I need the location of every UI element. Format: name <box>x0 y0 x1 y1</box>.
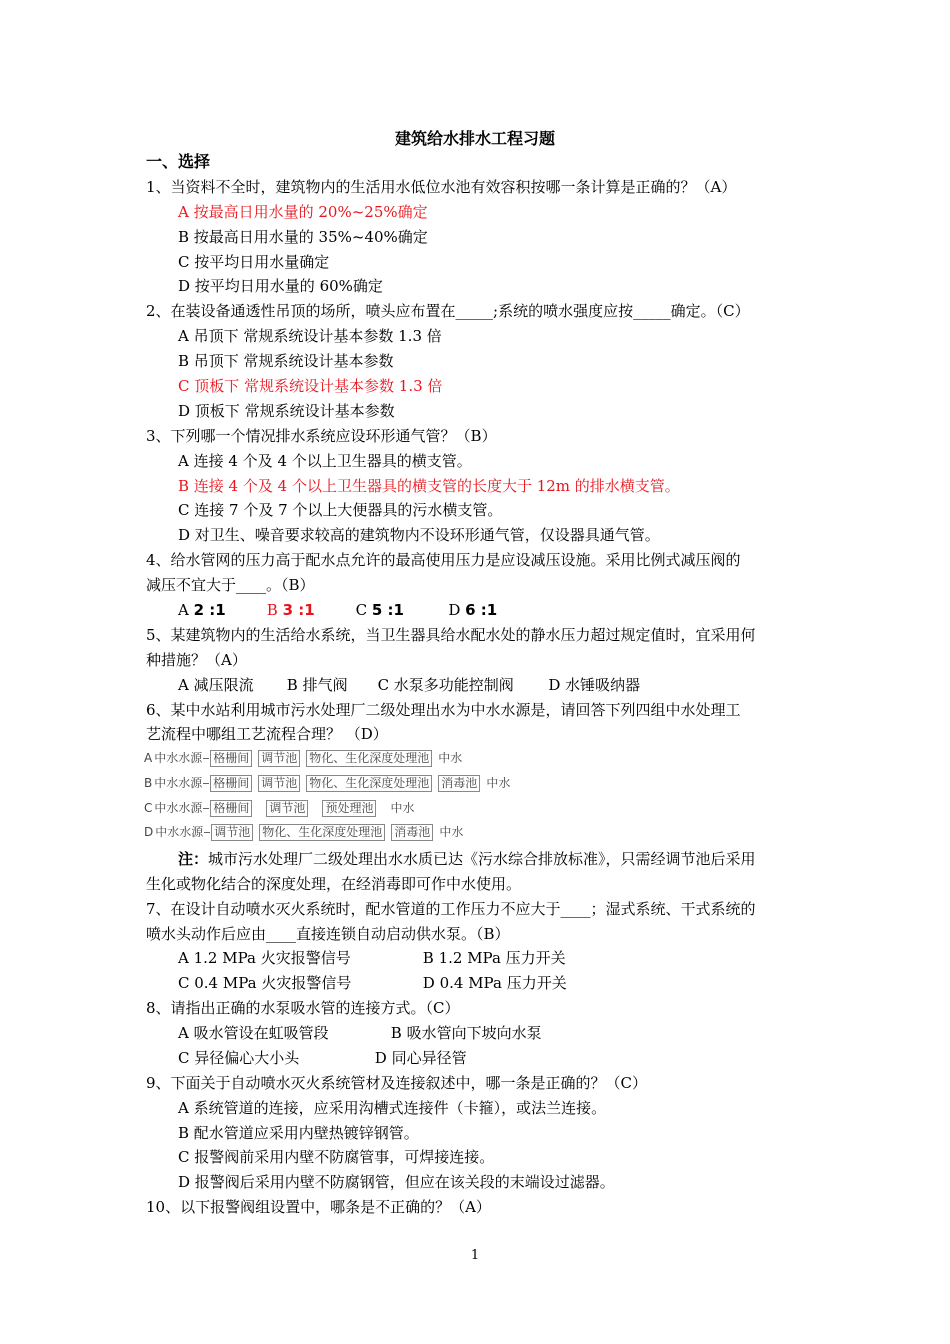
question-8-option-a: A 吸水管设在虹吸管段 <box>178 1024 329 1042</box>
question-6-stem-line2: 艺流程中哪组工艺流程合理？ （D） <box>146 725 388 743</box>
question-4-options <box>178 600 497 620</box>
flow-option-b: B 中水水源 格栅间 调节池 物化、生化深度处理池 消毒池 中水 <box>144 776 511 790</box>
flow-option-d: D 中水水源 调节池 物化、生化深度处理池 消毒池 中水 <box>144 825 464 839</box>
question-2-option-c: C 顶板下 常规系统设计基本参数 1.3 倍 <box>178 377 443 395</box>
question-4-stem-line1: 4、给水管网的压力高于配水点允许的最高使用压力是应设减压设施。采用比例式减压阀的 <box>146 551 741 569</box>
question-4-option-a: A 2 :1 <box>178 601 226 619</box>
question-8-option-d: D 同心异径管 <box>374 1049 467 1067</box>
question-9-option-d: D 报警阀后采用内壁不防腐钢管，但应在该关段的末端设过滤器。 <box>178 1173 615 1191</box>
flow-option-a: A 中水水源 格栅间 调节池 物化、生化深度处理池 中水 <box>144 751 463 765</box>
question-7-stem-line2: 喷水头动作后应由____直接连锁自动启动供水泵。（B） <box>146 925 510 943</box>
question-8-option-c: C 异径偏心大小头 <box>178 1049 300 1067</box>
question-4-option-c: C 5 :1 <box>355 601 404 619</box>
question-7-option-c: C 0.4 MPa 火灾报警信号 <box>178 974 352 992</box>
question-2-option-b: B 吊顶下 常规系统设计基本参数 <box>178 352 394 370</box>
question-10-stem: 10、以下报警阀组设置中，哪条是不正确的？（A） <box>146 1198 491 1216</box>
question-9-stem: 9、下面关于自动喷水灭火系统管材及连接叙述中，哪一条是正确的？（C） <box>146 1074 648 1092</box>
question-9-option-a: A 系统管道的连接，应采用沟槽式连接件（卡箍），或法兰连接。 <box>178 1099 607 1117</box>
question-2-option-d: D 顶板下 常规系统设计基本参数 <box>178 402 395 420</box>
question-6-stem-line1: 6、某中水站利用城市污水处理厂二级处理出水为中水水源是，请回答下列四组中水处理工 <box>146 701 741 719</box>
question-8-option-b: B 吸水管向下坡向水泵 <box>390 1024 542 1042</box>
question-5-options <box>178 675 640 695</box>
question-7-options-row2 <box>178 973 567 993</box>
question-5-stem-line1: 5、某建筑物内的生活给水系统，当卫生器具给水配水处的静水压力超过规定值时，宜采用何 <box>146 626 756 644</box>
question-5-option-d: D 水锤吸纳器 <box>548 676 641 694</box>
question-5-option-c: C 水泵多功能控制阀 <box>377 676 514 694</box>
page-number: 1 <box>470 1248 480 1263</box>
question-6-note-line2: 生化或物化结合的深度处理，在经消毒即可作中水使用。 <box>146 875 522 893</box>
question-3-stem: 3、下列哪一个情况排水系统应设环形通气管？（B） <box>146 427 497 445</box>
question-3-option-b: B 连接 4 个及 4 个以上卫生器具的横支管的长度大于 12m 的排水横支管。 <box>178 477 680 495</box>
question-8-stem: 8、请指出正确的水泵吸水管的连接方式。（C） <box>146 999 460 1017</box>
question-6-note-line1: 注：城市污水处理厂二级处理出水水质已达《污水综合排放标准》，只需经调节池后采用 <box>178 850 756 868</box>
question-1-option-b: B 按最高日用水量的 35%~40%确定 <box>178 228 428 246</box>
question-2-stem: 2、在装设备通透性吊顶的场所，喷头应布置在_____;系统的喷水强度应按_____确定。（C） <box>146 302 750 320</box>
question-9-option-c: C 报警阀前采用内壁不防腐管事，可焊接连接。 <box>178 1148 495 1166</box>
section-heading: 一、选择 <box>146 152 211 171</box>
question-7-option-a: A 1.2 MPa 火灾报警信号 <box>178 949 351 967</box>
question-4-stem-line2: 减压不宜大于____。（B） <box>146 576 315 594</box>
question-3-option-d: D 对卫生、噪音要求较高的建筑物内不设环形通气管，仅设器具通气管。 <box>178 526 660 544</box>
question-3-option-c: C 连接 7 个及 7 个以上大便器具的污水横支管。 <box>178 501 503 519</box>
question-3-option-a: A 连接 4 个及 4 个以上卫生器具的横支管。 <box>178 452 472 470</box>
question-2-option-a: A 吊顶下 常规系统设计基本参数 1.3 倍 <box>178 327 442 345</box>
question-7-option-b: B 1.2 MPa 压力开关 <box>422 949 566 967</box>
question-8-options-row2 <box>178 1048 467 1068</box>
flow-option-c: C 中水水源 格栅间 调节池 预处理池 中水 <box>144 801 415 815</box>
question-4-option-d: D 6 :1 <box>448 601 498 619</box>
question-1-option-c: C 按平均日用水量确定 <box>178 253 330 271</box>
question-1-stem: 1、当资料不全时，建筑物内的生活用水低位水池有效容积按哪一条计算是正确的？（A） <box>146 178 737 196</box>
document-title: 建筑给水排水工程习题 <box>394 129 555 148</box>
question-4-option-b: B 3 :1 <box>266 601 315 619</box>
question-5-stem-line2: 种措施？（A） <box>146 651 247 669</box>
question-9-option-b: B 配水管道应采用内壁热镀锌钢管。 <box>178 1124 419 1142</box>
question-5-option-a: A 减压限流 <box>178 676 254 694</box>
question-7-stem-line1: 7、在设计自动喷水灭火系统时，配水管道的工作压力不应大于____；湿式系统、干式系统的 <box>146 900 756 918</box>
question-1-option-a: A 按最高日用水量的 20%~25%确定 <box>178 203 428 221</box>
question-1-option-d: D 按平均日用水量的 60%确定 <box>178 277 383 295</box>
question-5-option-b: B 排气阀 <box>286 676 348 694</box>
question-8-options-row1 <box>178 1023 542 1043</box>
question-7-options-row1 <box>178 948 566 968</box>
question-7-option-d: D 0.4 MPa 压力开关 <box>422 974 567 992</box>
